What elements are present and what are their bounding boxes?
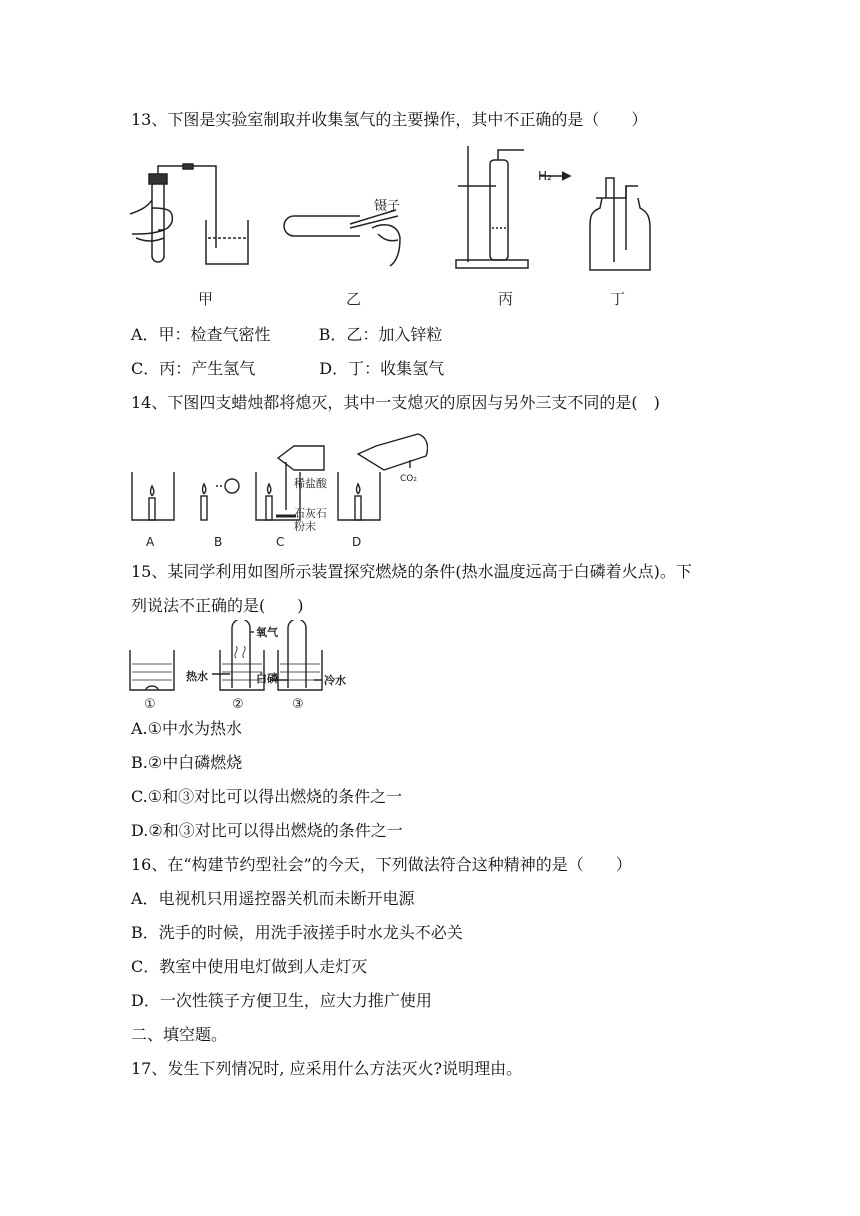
cold-water-label: 冷水 — [324, 674, 346, 687]
tube-3 — [288, 620, 306, 688]
fig-label-yi: 乙 — [346, 290, 362, 308]
fig-label-c: C — [276, 535, 285, 549]
q16-option-a[interactable]: A．电视机只用遥控器关机而未断开电源 — [131, 889, 415, 908]
q15-option-d[interactable]: D.②和③对比可以得出燃烧的条件之一 — [131, 821, 403, 840]
hand-yi — [372, 225, 400, 266]
white-p-label: 白磷 — [256, 672, 278, 685]
q13-apparatus-diagram — [128, 138, 668, 310]
section-heading-fill-in: 二、填空题。 — [131, 1025, 228, 1044]
beaker-a — [132, 472, 174, 520]
q15-figure — [128, 620, 360, 712]
candle-a — [149, 498, 155, 520]
test-tube-yi — [284, 216, 360, 236]
test-tube-bing — [490, 160, 508, 260]
q13-option-c[interactable]: C．丙：产生氢气 — [131, 359, 256, 378]
beaker-3 — [278, 650, 322, 690]
q16-option-b[interactable]: B．洗手的时候，用洗手液搓手时水龙头不必关 — [131, 923, 463, 942]
q14-candle-diagram — [128, 424, 428, 550]
candle-c — [266, 496, 272, 520]
tweezers-label: 镊子 — [374, 199, 401, 214]
h2-label: H₂ — [538, 169, 552, 183]
limestone-label: 石灰石 — [294, 507, 327, 520]
tube-2 — [232, 620, 250, 688]
fig-label-a: A — [146, 535, 155, 549]
acid-bottle — [278, 446, 324, 470]
candle-d — [355, 496, 361, 520]
flame-a — [150, 486, 153, 496]
powder-label: 粉末 — [294, 520, 316, 533]
fig-label-jia: 甲 — [198, 290, 214, 308]
q16-stem: 16、在“构建节约型社会”的今天，下列做法符合这种精神的是（ ） — [131, 855, 632, 874]
hot-water-label: 热水 — [186, 670, 208, 683]
fig-label-ding: 丁 — [610, 290, 626, 308]
co2-label: CO₂ — [400, 474, 417, 484]
q16-option-c[interactable]: C．教室中使用电灯做到人走灯灭 — [131, 957, 368, 976]
fig-label-bing: 丙 — [498, 290, 514, 308]
outlet-tube-bing — [498, 150, 524, 160]
oxygen-label: 氧气 — [256, 626, 278, 639]
q14-stem: 14、下图四支蜡烛都将熄灭，其中一支熄灭的原因与另外三支不同的是( ) — [131, 393, 660, 412]
q13-stem: 13、下图是实验室制取并收集氢气的主要操作，其中不正确的是（ ） — [131, 110, 648, 129]
acid-label: 稀盐酸 — [294, 477, 327, 490]
q13-figure — [128, 138, 668, 310]
fig-label-1: ① — [144, 697, 156, 712]
q13-option-d[interactable]: D．丁：收集氢气 — [319, 359, 445, 378]
q13-option-row-1 — [131, 325, 442, 345]
q16-option-d[interactable]: D．一次性筷子方便卫生，应大力推广使用 — [131, 991, 432, 1010]
stand-base — [456, 260, 528, 268]
q13-option-a[interactable]: A．甲：检查气密性 — [131, 325, 271, 344]
test-tube-jia — [152, 180, 164, 262]
q15-option-a[interactable]: A.①中水为热水 — [131, 719, 242, 738]
beaker-jia — [206, 220, 248, 264]
co2-bottle — [358, 434, 428, 470]
fig-label-2: ② — [232, 697, 244, 712]
q15-stem-line2: 列说法不正确的是( ) — [131, 596, 304, 615]
gas-bottle-ding — [590, 178, 650, 270]
q15-stem-line1: 15、某同学利用如图所示装置探究燃烧的条件(热水温度远高于白磷着火点)。下 — [131, 562, 692, 581]
stopper-jia — [149, 174, 167, 184]
q13-option-row-2 — [131, 359, 444, 379]
q13-option-b[interactable]: B．乙：加入锌粒 — [318, 325, 443, 344]
hand-jia — [130, 200, 172, 234]
q15-option-c[interactable]: C.①和③对比可以得出燃烧的条件之一 — [131, 787, 403, 806]
q15-combustion-diagram — [128, 620, 360, 712]
fig-label-d: D — [352, 535, 362, 549]
candle-b — [201, 496, 207, 520]
q14-figure — [128, 424, 428, 550]
q17-stem: 17、发生下列情况时, 应采用什么方法灭火?说明理由。 — [131, 1059, 523, 1078]
q15-option-b[interactable]: B.②中白磷燃烧 — [131, 753, 243, 772]
person-head-b — [225, 479, 239, 493]
fig-label-b: B — [214, 535, 223, 549]
fig-label-3: ③ — [292, 697, 304, 712]
beaker-1 — [130, 650, 174, 690]
